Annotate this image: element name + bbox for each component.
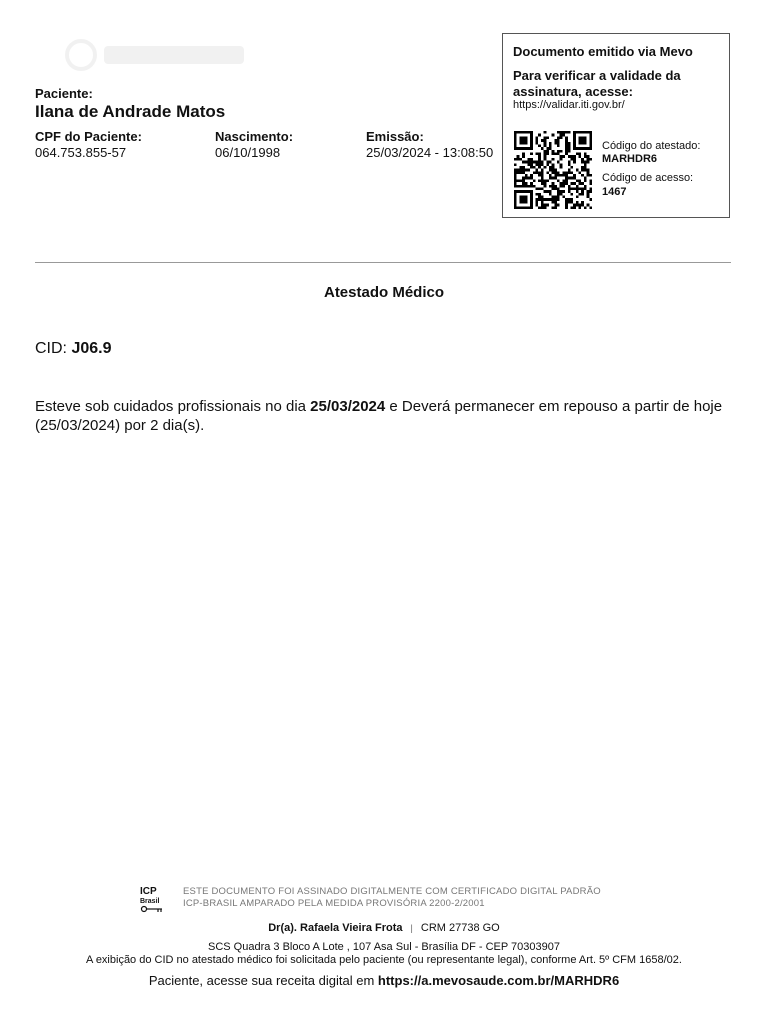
clinic-address: SCS Quadra 3 Bloco A Lote , 107 Asa Sul - Brasília DF - CEP 70303907 bbox=[208, 941, 560, 953]
birth-label: Nascimento: bbox=[215, 129, 294, 144]
cpf-label: CPF do Paciente: bbox=[35, 129, 142, 144]
clinic-logo-watermark bbox=[64, 38, 254, 72]
access-prefix: Paciente, acesse sua receita digital em bbox=[148, 973, 378, 988]
digital-signature-notice bbox=[183, 886, 601, 910]
access-code-label: Código de acesso: bbox=[602, 172, 694, 184]
prescription-access-line bbox=[0, 973, 768, 988]
verify-title: Documento emitido via Mevo bbox=[513, 44, 693, 59]
seal-text-icp: ICP bbox=[140, 886, 157, 897]
legal-line-1: ESTE DOCUMENTO FOI ASSINADO DIGITALMENTE COM CERTIFICADO DIGITAL PADRÃO bbox=[183, 886, 601, 897]
cid-line bbox=[35, 340, 112, 358]
access-code-value: 1467 bbox=[602, 186, 627, 198]
verify-url[interactable]: https://validar.iti.gov.br/ bbox=[513, 99, 625, 111]
verification-box bbox=[502, 33, 730, 218]
doctor-line bbox=[0, 922, 768, 934]
cert-code-value: MARHDR6 bbox=[602, 153, 657, 165]
verify-instruction: Para verificar a validade da assinatura, acesse: bbox=[513, 68, 681, 99]
certificate-text-part2: e Deverá permanecer em repouso a partir de hoje (25/03/2024) por 2 dia(s). bbox=[35, 398, 723, 434]
cid-code: J06.9 bbox=[71, 340, 112, 357]
document-title: Atestado Médico bbox=[323, 284, 444, 301]
birth-value: 06/10/1998 bbox=[215, 145, 281, 160]
legal-line-2: ICP-BRASIL AMPARADO PELA MEDIDA PROVISÓRIA 2200-2/2001 bbox=[183, 898, 485, 909]
icp-brasil-seal-icon bbox=[138, 884, 168, 914]
certificate-text bbox=[35, 397, 735, 435]
doctor-separator: | bbox=[410, 923, 413, 933]
address-block bbox=[0, 941, 768, 967]
issue-label: Emissão: bbox=[366, 129, 424, 144]
cpf-value: 064.753.855-57 bbox=[35, 145, 127, 160]
prescription-link[interactable]: https://a.mevosaude.com.br/MARHDR6 bbox=[377, 973, 620, 988]
qr-code-icon[interactable] bbox=[512, 131, 594, 209]
issue-value: 25/03/2024 - 13:08:50 bbox=[366, 145, 494, 160]
care-date: 25/03/2024 bbox=[310, 398, 386, 415]
patient-name: Ilana de Andrade Matos bbox=[35, 102, 226, 121]
header-divider bbox=[35, 262, 731, 263]
patient-label: Paciente: bbox=[35, 86, 93, 101]
cert-code-label: Código do atestado: bbox=[602, 140, 701, 152]
certificate-text-part1: Esteve sob cuidados profissionais no dia bbox=[35, 398, 311, 415]
cid-label: CID: bbox=[35, 340, 67, 357]
seal-text-brasil: Brasil bbox=[140, 898, 160, 905]
doctor-crm: CRM 27738 GO bbox=[420, 922, 500, 934]
cid-disclosure-notice: A exibição do CID no atestado médico foi solicitada pelo paciente (ou representante legal), conforme Art. 5º CFM 1658/02. bbox=[86, 954, 682, 966]
doctor-name: Dr(a). Rafaela Vieira Frota bbox=[268, 922, 403, 934]
